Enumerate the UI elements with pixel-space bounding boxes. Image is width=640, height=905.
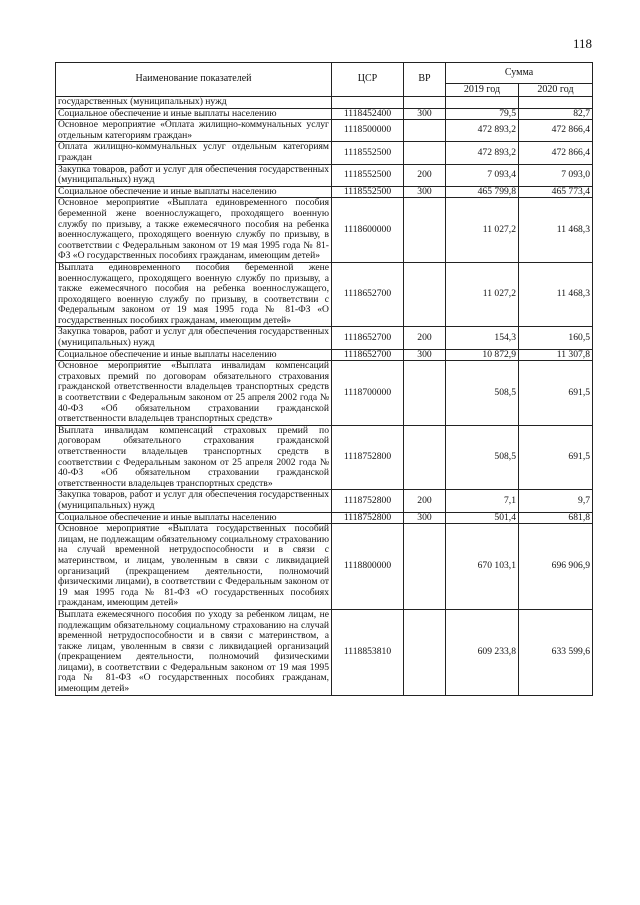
row-amount-2020-cell: 9,7 (519, 490, 593, 512)
row-vr-cell (404, 120, 446, 142)
row-csr-cell: 1118452400 (332, 108, 404, 120)
row-name-cell: Социальное обеспечение и иные выплаты населению (56, 186, 332, 198)
header-name: Наименование показателей (56, 63, 332, 97)
table-row (56, 490, 593, 512)
row-amount-2020-cell: 11 307,8 (519, 349, 593, 361)
row-amount-2020-cell (519, 97, 593, 109)
table-row (56, 186, 593, 198)
row-amount-2019-cell: 508,5 (446, 425, 519, 490)
row-amount-2019-cell: 7,1 (446, 490, 519, 512)
table-row (56, 97, 593, 109)
row-name-cell: Закупка товаров, работ и услуг для обеспечения государственных (муниципальных) нужд (56, 164, 332, 186)
row-csr-cell (332, 97, 404, 109)
row-amount-2020-cell: 11 468,3 (519, 198, 593, 263)
row-amount-2019-cell: 11 027,2 (446, 262, 519, 327)
row-vr-cell (404, 262, 446, 327)
row-amount-2020-cell: 691,5 (519, 425, 593, 490)
row-vr-cell (404, 142, 446, 164)
row-name-cell: Выплата ежемесячного пособия по уходу за ребенком лицам, не подлежащим обязательному социальному страхованию на случай временной нетрудоспособности и в связи с материнством, а также лицам, уволенным в связи с ликвидацией организаций (прекращением деятельности, полномочий физическими лицами), в соответствии с Федеральным законом от 19 мая 1995 года № 81-ФЗ «О государственных пособиях гражданам, имеющим детей» (56, 609, 332, 695)
row-amount-2020-cell: 82,7 (519, 108, 593, 120)
row-amount-2019-cell: 10 872,9 (446, 349, 519, 361)
row-csr-cell: 1118853810 (332, 609, 404, 695)
table-row (56, 425, 593, 490)
row-name-cell: Социальное обеспечение и иные выплаты населению (56, 108, 332, 120)
header-sum: Сумма (446, 63, 593, 84)
row-name-cell: Оплата жилищно-коммунальных услуг отдельным категориям граждан (56, 142, 332, 164)
row-amount-2019-cell (446, 97, 519, 109)
row-csr-cell: 1118752800 (332, 512, 404, 524)
row-amount-2019-cell: 670 103,1 (446, 524, 519, 610)
row-vr-cell: 300 (404, 108, 446, 120)
table-row (56, 108, 593, 120)
row-name-cell: Социальное обеспечение и иные выплаты населению (56, 349, 332, 361)
row-amount-2020-cell: 472 866,4 (519, 142, 593, 164)
row-amount-2019-cell: 472 893,2 (446, 142, 519, 164)
row-amount-2019-cell: 79,5 (446, 108, 519, 120)
row-vr-cell (404, 609, 446, 695)
row-amount-2020-cell: 691,5 (519, 361, 593, 426)
table-row (56, 164, 593, 186)
row-vr-cell (404, 524, 446, 610)
row-amount-2020-cell: 465 773,4 (519, 186, 593, 198)
table-row (56, 142, 593, 164)
row-amount-2020-cell: 681,8 (519, 512, 593, 524)
row-csr-cell: 1118500000 (332, 120, 404, 142)
row-name-cell: Выплата инвалидам компенсаций страховых премий по договорам обязательного страхования гражданской ответственности владельцев транспортных средств в соответствии с Федеральным законом от 25 апреля 2002 года № 40-ФЗ «Об обязательном страховании гражданской ответственности владельцев транспортных средств» (56, 425, 332, 490)
table-row (56, 198, 593, 263)
header-vr: ВР (404, 63, 446, 97)
table-row (56, 262, 593, 327)
row-vr-cell: 300 (404, 512, 446, 524)
table-row (56, 609, 593, 695)
row-csr-cell: 1118652700 (332, 349, 404, 361)
row-amount-2020-cell: 11 468,3 (519, 262, 593, 327)
row-name-cell: Основное мероприятие «Оплата жилищно-коммунальных услуг отдельным категориям граждан» (56, 120, 332, 142)
row-csr-cell: 1118652700 (332, 327, 404, 349)
row-csr-cell: 1118652700 (332, 262, 404, 327)
page-number: 118 (572, 36, 592, 51)
row-vr-cell: 200 (404, 327, 446, 349)
row-amount-2019-cell: 501,4 (446, 512, 519, 524)
row-name-cell: Основное мероприятие «Выплата единовременного пособия беременной жене военнослужащего, проходящего военную службу по призыву, а также ежемесячного пособия на ребенка военнослужащего, проходящего военную службу по призыву, в соответствии с Федеральным законом от 19 мая 1995 года № 81-ФЗ «О государственных пособиях гражданам, имеющим детей» (56, 198, 332, 263)
row-amount-2020-cell: 696 906,9 (519, 524, 593, 610)
row-csr-cell: 1118552500 (332, 142, 404, 164)
row-name-cell: Основное мероприятие «Выплата государственных пособий лицам, не подлежащим обязательному социальному страхованию на случай временной нетрудоспособности и в связи с материнством, и лицам, уволенным в связи с ликвидацией организаций (прекращением деятельности, полномочий физическими лицами), в соответствии с Федеральным законом от 19 мая 1995 года № 81-ФЗ «О государственных пособиях гражданам, имеющим детей» (56, 524, 332, 610)
table-row (56, 327, 593, 349)
row-name-cell: Выплата единовременного пособия беременной жене военнослужащего, проходящего военную службу по призыву, а также ежемесячного пособия на ребенка военнослужащего, проходящего военную службу по призыву, в соответствии с Федеральным законом от 19 мая 1995 года № 81-ФЗ «О государственных пособиях гражданам, имеющим детей» (56, 262, 332, 327)
row-name-cell: Закупка товаров, работ и услуг для обеспечения государственных (муниципальных) нужд (56, 490, 332, 512)
table-row (56, 524, 593, 610)
header-year-2019: 2019 год (446, 84, 519, 97)
row-csr-cell: 1118700000 (332, 361, 404, 426)
row-vr-cell (404, 425, 446, 490)
row-csr-cell: 1118800000 (332, 524, 404, 610)
row-csr-cell: 1118752800 (332, 490, 404, 512)
header-year-2020: 2020 год (519, 84, 593, 97)
table-row (56, 361, 593, 426)
table-row (56, 512, 593, 524)
row-amount-2020-cell: 160,5 (519, 327, 593, 349)
row-csr-cell: 1118752800 (332, 425, 404, 490)
budget-table (55, 62, 593, 696)
row-amount-2019-cell: 11 027,2 (446, 198, 519, 263)
row-amount-2019-cell: 154,3 (446, 327, 519, 349)
row-vr-cell (404, 198, 446, 263)
row-vr-cell: 200 (404, 164, 446, 186)
row-name-cell: Закупка товаров, работ и услуг для обеспечения государственных (муниципальных) нужд (56, 327, 332, 349)
row-amount-2019-cell: 609 233,8 (446, 609, 519, 695)
table-row (56, 120, 593, 142)
header-csr: ЦСР (332, 63, 404, 97)
row-name-cell: государственных (муниципальных) нужд (56, 97, 332, 109)
table-row (56, 349, 593, 361)
row-amount-2019-cell: 465 799,8 (446, 186, 519, 198)
row-amount-2020-cell: 472 866,4 (519, 120, 593, 142)
row-amount-2020-cell: 633 599,6 (519, 609, 593, 695)
row-vr-cell: 200 (404, 490, 446, 512)
row-vr-cell (404, 97, 446, 109)
row-vr-cell (404, 361, 446, 426)
row-amount-2019-cell: 508,5 (446, 361, 519, 426)
row-vr-cell: 300 (404, 349, 446, 361)
row-csr-cell: 1118600000 (332, 198, 404, 263)
row-amount-2019-cell: 7 093,4 (446, 164, 519, 186)
row-csr-cell: 1118552500 (332, 186, 404, 198)
row-name-cell: Социальное обеспечение и иные выплаты населению (56, 512, 332, 524)
row-amount-2020-cell: 7 093,0 (519, 164, 593, 186)
row-vr-cell: 300 (404, 186, 446, 198)
row-csr-cell: 1118552500 (332, 164, 404, 186)
row-amount-2019-cell: 472 893,2 (446, 120, 519, 142)
row-name-cell: Основное мероприятие «Выплата инвалидам компенсаций страховых премий по договорам обязательного страхования гражданской ответственности владельцев транспортных средств в соответствии с Федеральным законом от 25 апреля 2002 года № 40-ФЗ «Об обязательном страховании гражданской ответственности владельцев транспортных средств» (56, 361, 332, 426)
